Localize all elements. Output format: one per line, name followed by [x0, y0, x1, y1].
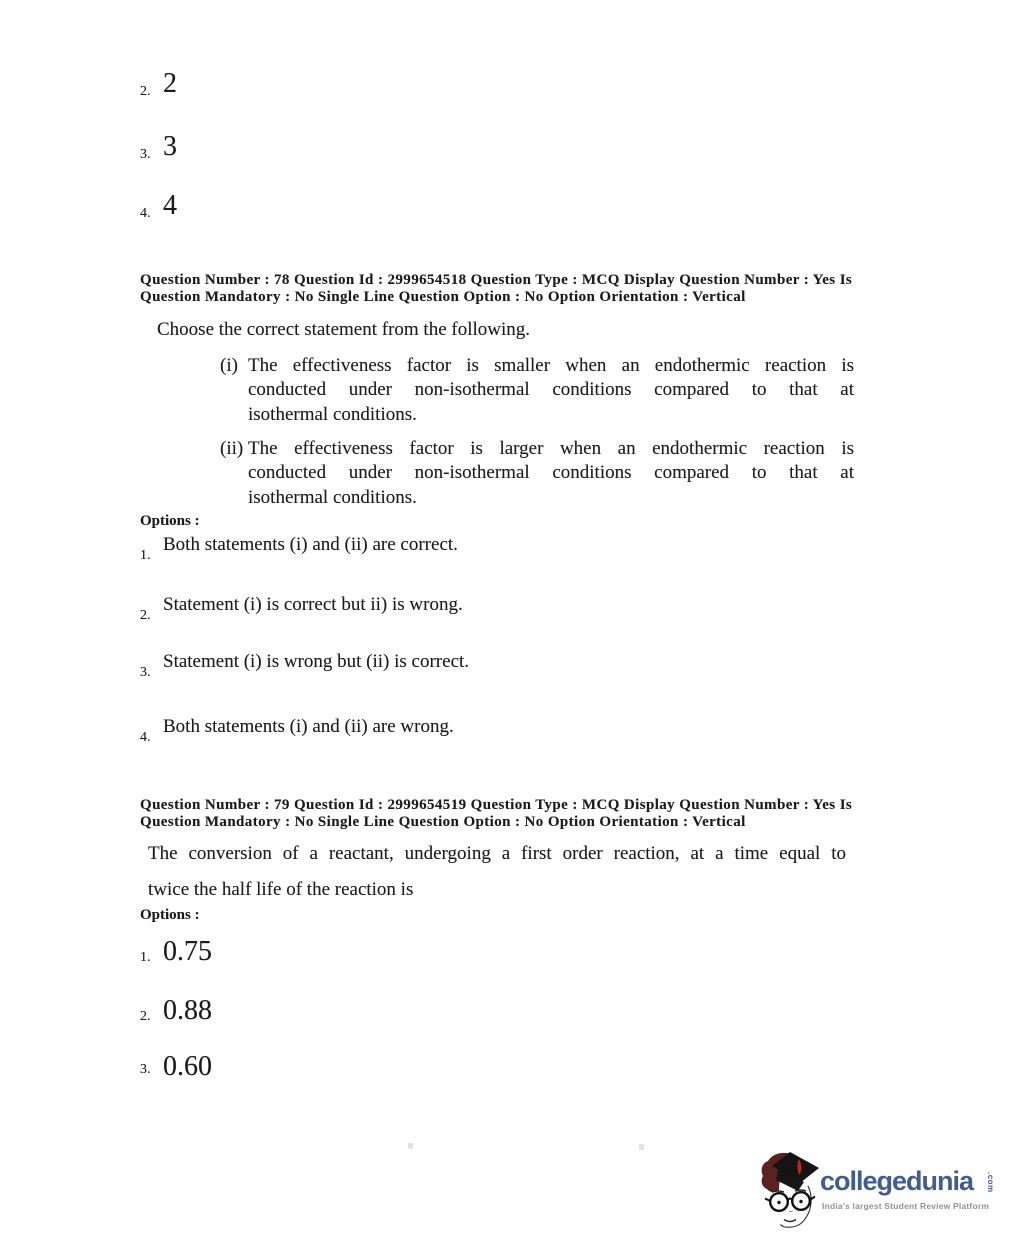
option-text: Statement (i) is wrong but (ii) is correct.	[163, 651, 470, 672]
statement-line: conducted under non-isothermal conditions compared to that at	[248, 462, 854, 484]
option-number: 4.	[140, 730, 151, 745]
option-value: 2	[163, 68, 177, 99]
option-text: Both statements (i) and (ii) are correct.	[163, 534, 458, 555]
statement-line: The effectiveness factor is smaller when an endothermic reaction is	[248, 355, 854, 376]
collegedunia-tagline: India's largest Student Review Platform	[822, 1201, 990, 1211]
option-text: Statement (i) is correct but ii) is wrong.	[163, 594, 463, 615]
option-number: 1.	[140, 548, 151, 563]
statement-marker: (i)	[220, 355, 238, 376]
question-78-metadata	[140, 272, 852, 306]
option-text: Both statements (i) and (ii) are wrong.	[163, 716, 454, 737]
collegedunia-logo	[758, 1148, 1008, 1238]
statement-line: isothermal conditions.	[248, 486, 417, 508]
statement-i	[220, 354, 854, 427]
question-78-prompt: Choose the correct statement from the following.	[157, 319, 531, 340]
collegedunia-mascot-icon	[758, 1150, 820, 1236]
statement-line: isothermal conditions.	[248, 403, 417, 425]
question-79-metadata	[140, 797, 852, 831]
option-value: 3	[163, 131, 177, 162]
metadata-line: Question Number : 79 Question Id : 2999654519 Question Type : MCQ Display Question Number : Yes Is	[140, 797, 853, 813]
option-number: 2.	[140, 608, 151, 623]
metadata-line: Question Number : 78 Question Id : 2999654518 Question Type : MCQ Display Question Number : Yes Is	[140, 272, 853, 288]
option-value: 0.60	[163, 1051, 212, 1082]
option-value: 4	[163, 190, 177, 221]
options-label: Options :	[140, 907, 200, 923]
prompt-line: The conversion of a reactant, undergoing a first order reaction, at a time equal to	[148, 843, 846, 864]
statement-line: conducted under non-isothermal conditions compared to that at	[248, 379, 854, 401]
statement-line: The effectiveness factor is larger when an endothermic reaction is	[248, 438, 854, 459]
statement-ii	[220, 437, 854, 510]
collegedunia-wordmark: collegedunia	[820, 1166, 974, 1196]
option-number: 3.	[140, 665, 151, 680]
option-number: 3.	[140, 147, 151, 162]
statement-marker: (ii)	[220, 438, 244, 459]
option-value: 0.88	[163, 995, 212, 1026]
scan-artifact	[408, 1143, 413, 1149]
option-number: 3.	[140, 1062, 151, 1077]
option-number: 2.	[140, 1009, 151, 1024]
collegedunia-tld: .com	[986, 1172, 995, 1193]
question-79-prompt	[148, 842, 846, 901]
option-number: 4.	[140, 206, 151, 221]
scan-artifact	[639, 1144, 644, 1150]
metadata-line: Question Mandatory : No Single Line Question Option : No Option Orientation : Vertical	[140, 289, 746, 305]
option-value: 0.75	[163, 936, 212, 967]
prompt-line: twice the half life of the reaction is	[148, 879, 414, 900]
metadata-line: Question Mandatory : No Single Line Question Option : No Option Orientation : Vertical	[140, 814, 746, 830]
option-number: 2.	[140, 84, 151, 99]
option-number: 1.	[140, 950, 151, 965]
options-label: Options :	[140, 513, 200, 529]
